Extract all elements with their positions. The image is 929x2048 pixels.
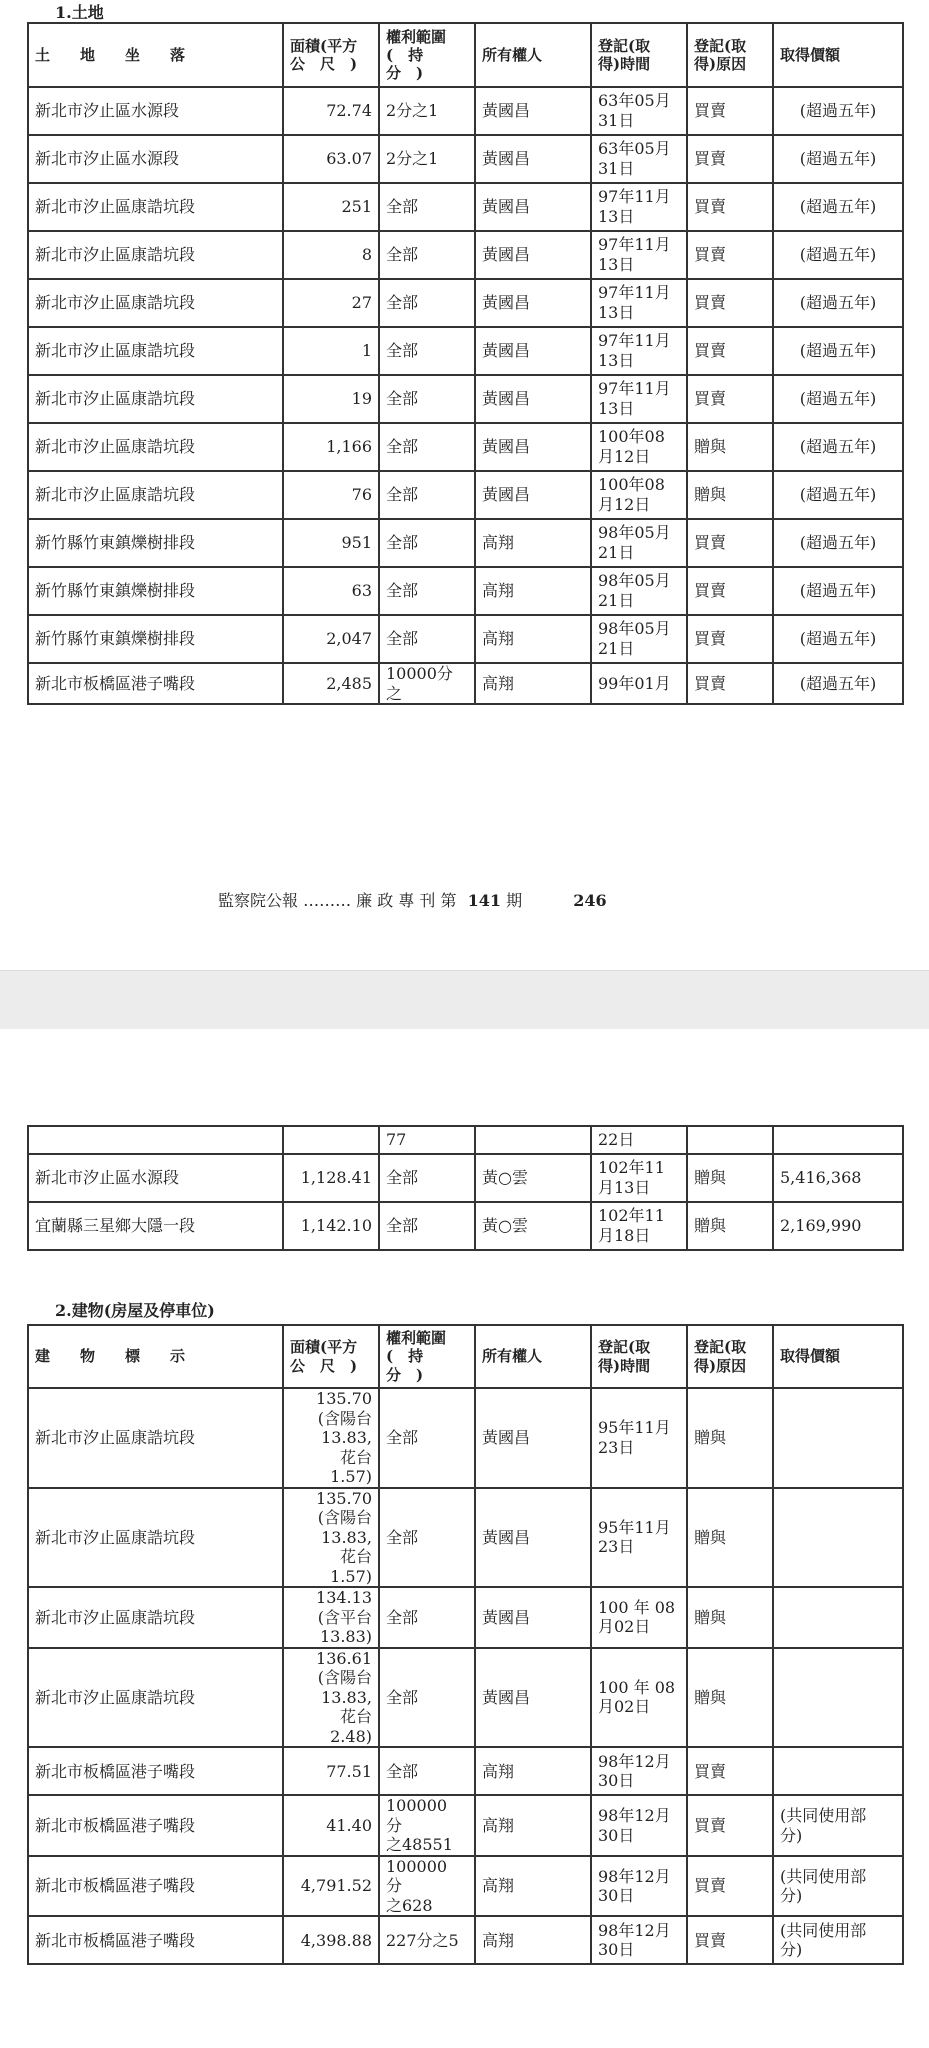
cell-date: 63年05月 31日	[591, 87, 687, 135]
cell-date: 100 年 08 月02日	[591, 1587, 687, 1648]
cell-area	[283, 1126, 379, 1154]
cell-rights: 100000 分 之628	[379, 1856, 475, 1917]
cell-date: 98年05月 21日	[591, 519, 687, 567]
document-page-2	[0, 1029, 929, 2048]
header-rights: 權利範圍 ( 持 分 )	[379, 1325, 475, 1388]
header-location: 土 地 坐 落	[28, 23, 283, 87]
cell-price: (共同使用部 分)	[773, 1856, 903, 1917]
cell-rights: 全部	[379, 471, 475, 519]
cell-rights: 全部	[379, 183, 475, 231]
cell-date: 102年11 月18日	[591, 1202, 687, 1250]
cell-reason: 買賣	[687, 375, 773, 423]
table-row	[28, 183, 903, 231]
cell-area: 1,166	[283, 423, 379, 471]
cell-date: 95年11月 23日	[591, 1488, 687, 1588]
cell-rights: 77	[379, 1126, 475, 1154]
cell-owner: 黃○雲	[475, 1154, 591, 1202]
cell-owner: 黃國昌	[475, 1488, 591, 1588]
cell-location: 新北市汐止區康誥坑段	[28, 279, 283, 327]
cell-date: 98年05月 21日	[591, 567, 687, 615]
table-row	[28, 519, 903, 567]
cell-area: 63	[283, 567, 379, 615]
table-row	[28, 1202, 903, 1250]
building-table	[27, 1324, 904, 1965]
cell-reason: 買賣	[687, 519, 773, 567]
cell-owner	[475, 1126, 591, 1154]
header-date: 登記(取 得)時間	[591, 23, 687, 87]
table-row	[28, 1587, 903, 1648]
cell-rights: 全部	[379, 327, 475, 375]
cell-owner: 黃國昌	[475, 135, 591, 183]
cell-date: 97年11月 13日	[591, 279, 687, 327]
cell-date: 97年11月 13日	[591, 327, 687, 375]
cell-reason: 贈與	[687, 471, 773, 519]
cell-date: 97年11月 13日	[591, 231, 687, 279]
cell-area: 951	[283, 519, 379, 567]
cell-reason: 贈與	[687, 1202, 773, 1250]
cell-date: 102年11 月13日	[591, 1154, 687, 1202]
header-reason: 登記(取 得)原因	[687, 1325, 773, 1388]
cell-reason: 買賣	[687, 87, 773, 135]
page-footer	[218, 888, 607, 911]
cell-area: 1	[283, 327, 379, 375]
cell-owner: 高翔	[475, 1856, 591, 1917]
cell-reason: 贈與	[687, 1587, 773, 1648]
table-row	[28, 1388, 903, 1488]
table-row	[28, 423, 903, 471]
cell-reason: 買賣	[687, 231, 773, 279]
cell-date: 99年01月	[591, 663, 687, 704]
header-rights: 權利範圍 ( 持 分 )	[379, 23, 475, 87]
cell-location: 新北市汐止區康誥坑段	[28, 471, 283, 519]
cell-area: 72.74	[283, 87, 379, 135]
cell-rights: 227分之5	[379, 1916, 475, 1964]
cell-price: (超過五年)	[773, 663, 903, 704]
cell-rights: 全部	[379, 375, 475, 423]
cell-area: 135.70 (含陽台 13.83, 花台 1.57)	[283, 1488, 379, 1588]
table-row	[28, 135, 903, 183]
cell-area: 136.61 (含陽台 13.83, 花台 2.48)	[283, 1648, 379, 1748]
cell-owner: 高翔	[475, 615, 591, 663]
cell-location: 新北市板橋區港子嘴段	[28, 663, 283, 704]
cell-area: 76	[283, 471, 379, 519]
table-row	[28, 1916, 903, 1964]
land-section-title: 1.土地	[55, 3, 104, 22]
cell-rights: 100000 分 之48551	[379, 1795, 475, 1856]
cell-rights: 全部	[379, 1154, 475, 1202]
cell-reason: 買賣	[687, 663, 773, 704]
cell-price	[773, 1587, 903, 1648]
cell-area: 41.40	[283, 1795, 379, 1856]
land-table-header	[28, 23, 903, 87]
header-area: 面積(平方 公 尺 )	[283, 23, 379, 87]
cell-rights: 全部	[379, 1488, 475, 1588]
cell-rights: 2分之1	[379, 87, 475, 135]
cell-owner: 黃國昌	[475, 423, 591, 471]
cell-reason: 買賣	[687, 1916, 773, 1964]
cell-price: (共同使用部 分)	[773, 1916, 903, 1964]
cell-price: (超過五年)	[773, 327, 903, 375]
cell-location: 新北市汐止區康誥坑段	[28, 1648, 283, 1748]
cell-price: (超過五年)	[773, 375, 903, 423]
cell-owner: 高翔	[475, 519, 591, 567]
cell-price: (超過五年)	[773, 519, 903, 567]
cell-price: (超過五年)	[773, 615, 903, 663]
footer-text: 監察院公報 ……… 廉 政 專 刊 第	[218, 891, 457, 910]
footer-issue-suffix: 期	[506, 891, 523, 910]
cell-reason: 買賣	[687, 279, 773, 327]
cell-date: 100年08 月12日	[591, 471, 687, 519]
cell-owner: 黃國昌	[475, 375, 591, 423]
cell-reason: 買賣	[687, 567, 773, 615]
page-separator	[0, 970, 929, 1030]
cell-date: 98年12月 30日	[591, 1795, 687, 1856]
cell-area: 4,398.88	[283, 1916, 379, 1964]
header-location: 建 物 標 示	[28, 1325, 283, 1388]
cell-date: 98年12月 30日	[591, 1916, 687, 1964]
table-row	[28, 1795, 903, 1856]
cell-date: 95年11月 23日	[591, 1388, 687, 1488]
land-table	[27, 22, 904, 705]
cell-area: 134.13 (含平台 13.83)	[283, 1587, 379, 1648]
cell-reason: 買賣	[687, 135, 773, 183]
cell-price: (超過五年)	[773, 471, 903, 519]
cell-date: 98年12月 30日	[591, 1747, 687, 1795]
cell-rights: 2分之1	[379, 135, 475, 183]
cell-reason: 買賣	[687, 1856, 773, 1917]
cell-owner: 黃國昌	[475, 1388, 591, 1488]
cell-owner: 黃國昌	[475, 279, 591, 327]
cell-location: 宜蘭縣三星鄉大隱一段	[28, 1202, 283, 1250]
cell-reason: 贈與	[687, 1488, 773, 1588]
cell-price: (超過五年)	[773, 567, 903, 615]
cell-area: 8	[283, 231, 379, 279]
table-row	[28, 1154, 903, 1202]
cell-price: (超過五年)	[773, 423, 903, 471]
cell-price: (共同使用部 分)	[773, 1795, 903, 1856]
cell-date: 63年05月 31日	[591, 135, 687, 183]
cell-rights: 全部	[379, 279, 475, 327]
cell-owner: 黃國昌	[475, 1587, 591, 1648]
table-row	[28, 1856, 903, 1917]
cell-owner: 黃國昌	[475, 1648, 591, 1748]
header-price: 取得價額	[773, 23, 903, 87]
table-row	[28, 1488, 903, 1588]
cell-owner: 黃國昌	[475, 231, 591, 279]
cell-price: (超過五年)	[773, 279, 903, 327]
table-row	[28, 615, 903, 663]
cell-area: 4,791.52	[283, 1856, 379, 1917]
cell-rights: 全部	[379, 423, 475, 471]
cell-reason	[687, 1126, 773, 1154]
cell-price: (超過五年)	[773, 87, 903, 135]
cell-rights: 全部	[379, 1202, 475, 1250]
cell-location: 新北市汐止區康誥坑段	[28, 231, 283, 279]
table-row	[28, 663, 903, 704]
building-table-header	[28, 1325, 903, 1388]
header-price: 取得價額	[773, 1325, 903, 1388]
cell-reason: 買賣	[687, 615, 773, 663]
cell-location: 新北市汐止區康誥坑段	[28, 1388, 283, 1488]
cell-reason: 買賣	[687, 327, 773, 375]
cell-rights: 全部	[379, 1648, 475, 1748]
land-table-continued	[27, 1125, 904, 1251]
cell-price	[773, 1126, 903, 1154]
cell-location: 新北市汐止區水源段	[28, 135, 283, 183]
cell-price: (超過五年)	[773, 231, 903, 279]
cell-date: 97年11月 13日	[591, 183, 687, 231]
cell-location: 新北市汐止區康誥坑段	[28, 375, 283, 423]
header-date: 登記(取 得)時間	[591, 1325, 687, 1388]
cell-date: 98年12月 30日	[591, 1856, 687, 1917]
header-owner: 所有權人	[475, 23, 591, 87]
cell-area: 19	[283, 375, 379, 423]
cell-rights: 10000分之	[379, 663, 475, 704]
cell-rights: 全部	[379, 567, 475, 615]
cell-rights: 全部	[379, 519, 475, 567]
cell-location: 新北市汐止區水源段	[28, 1154, 283, 1202]
footer-issue: 141	[467, 891, 502, 910]
cell-location: 新北市汐止區康誥坑段	[28, 327, 283, 375]
table-row	[28, 1648, 903, 1748]
cell-price: 5,416,368	[773, 1154, 903, 1202]
page-number: 246	[573, 891, 607, 910]
table-row	[28, 279, 903, 327]
cell-location: 新北市板橋區港子嘴段	[28, 1747, 283, 1795]
cell-area: 1,128.41	[283, 1154, 379, 1202]
cell-location: 新北市汐止區康誥坑段	[28, 423, 283, 471]
cell-rights: 全部	[379, 615, 475, 663]
cell-area: 1,142.10	[283, 1202, 379, 1250]
cell-reason: 贈與	[687, 1154, 773, 1202]
cell-location: 新北市板橋區港子嘴段	[28, 1795, 283, 1856]
cell-price: 2,169,990	[773, 1202, 903, 1250]
cell-area: 27	[283, 279, 379, 327]
cell-reason: 買賣	[687, 1747, 773, 1795]
cell-rights: 全部	[379, 231, 475, 279]
cell-location: 新竹縣竹東鎮爍樹排段	[28, 519, 283, 567]
cell-area: 251	[283, 183, 379, 231]
header-reason: 登記(取 得)原因	[687, 23, 773, 87]
cell-price: (超過五年)	[773, 135, 903, 183]
cell-owner: 高翔	[475, 1916, 591, 1964]
cell-owner: 高翔	[475, 1747, 591, 1795]
cell-area: 63.07	[283, 135, 379, 183]
table-row	[28, 231, 903, 279]
cell-location: 新竹縣竹東鎮爍樹排段	[28, 567, 283, 615]
table-row	[28, 327, 903, 375]
cell-area: 135.70 (含陽台 13.83, 花台 1.57)	[283, 1388, 379, 1488]
header-owner: 所有權人	[475, 1325, 591, 1388]
table-row	[28, 375, 903, 423]
cell-rights: 全部	[379, 1587, 475, 1648]
cell-location: 新北市汐止區康誥坑段	[28, 183, 283, 231]
table-row	[28, 1747, 903, 1795]
cell-owner: 黃國昌	[475, 87, 591, 135]
cell-area: 77.51	[283, 1747, 379, 1795]
cell-location	[28, 1126, 283, 1154]
cell-location: 新北市汐止區水源段	[28, 87, 283, 135]
cell-price	[773, 1747, 903, 1795]
cell-price: (超過五年)	[773, 183, 903, 231]
cell-reason: 贈與	[687, 1388, 773, 1488]
cell-area: 2,047	[283, 615, 379, 663]
document-page-1	[0, 0, 929, 970]
cell-reason: 贈與	[687, 423, 773, 471]
building-section-title: 2.建物(房屋及停車位)	[55, 1301, 215, 1320]
table-row	[28, 567, 903, 615]
table-row	[28, 471, 903, 519]
cell-rights: 全部	[379, 1747, 475, 1795]
cell-price	[773, 1488, 903, 1588]
cell-price	[773, 1648, 903, 1748]
cell-owner: 黃○雲	[475, 1202, 591, 1250]
cell-location: 新北市汐止區康誥坑段	[28, 1488, 283, 1588]
table-row	[28, 87, 903, 135]
cell-location: 新竹縣竹東鎮爍樹排段	[28, 615, 283, 663]
cell-reason: 買賣	[687, 1795, 773, 1856]
header-area: 面積(平方 公 尺 )	[283, 1325, 379, 1388]
cell-date: 100 年 08 月02日	[591, 1648, 687, 1748]
cell-owner: 黃國昌	[475, 471, 591, 519]
cell-date: 100年08 月12日	[591, 423, 687, 471]
cell-date: 97年11月 13日	[591, 375, 687, 423]
cell-rights: 全部	[379, 1388, 475, 1488]
cell-owner: 高翔	[475, 567, 591, 615]
table-row	[28, 1126, 903, 1154]
cell-price	[773, 1388, 903, 1488]
cell-owner: 黃國昌	[475, 183, 591, 231]
cell-area: 2,485	[283, 663, 379, 704]
cell-date: 22日	[591, 1126, 687, 1154]
cell-date: 98年05月 21日	[591, 615, 687, 663]
cell-location: 新北市汐止區康誥坑段	[28, 1587, 283, 1648]
cell-location: 新北市板橋區港子嘴段	[28, 1856, 283, 1917]
cell-reason: 贈與	[687, 1648, 773, 1748]
cell-location: 新北市板橋區港子嘴段	[28, 1916, 283, 1964]
cell-reason: 買賣	[687, 183, 773, 231]
cell-owner: 高翔	[475, 663, 591, 704]
cell-owner: 黃國昌	[475, 327, 591, 375]
cell-owner: 高翔	[475, 1795, 591, 1856]
